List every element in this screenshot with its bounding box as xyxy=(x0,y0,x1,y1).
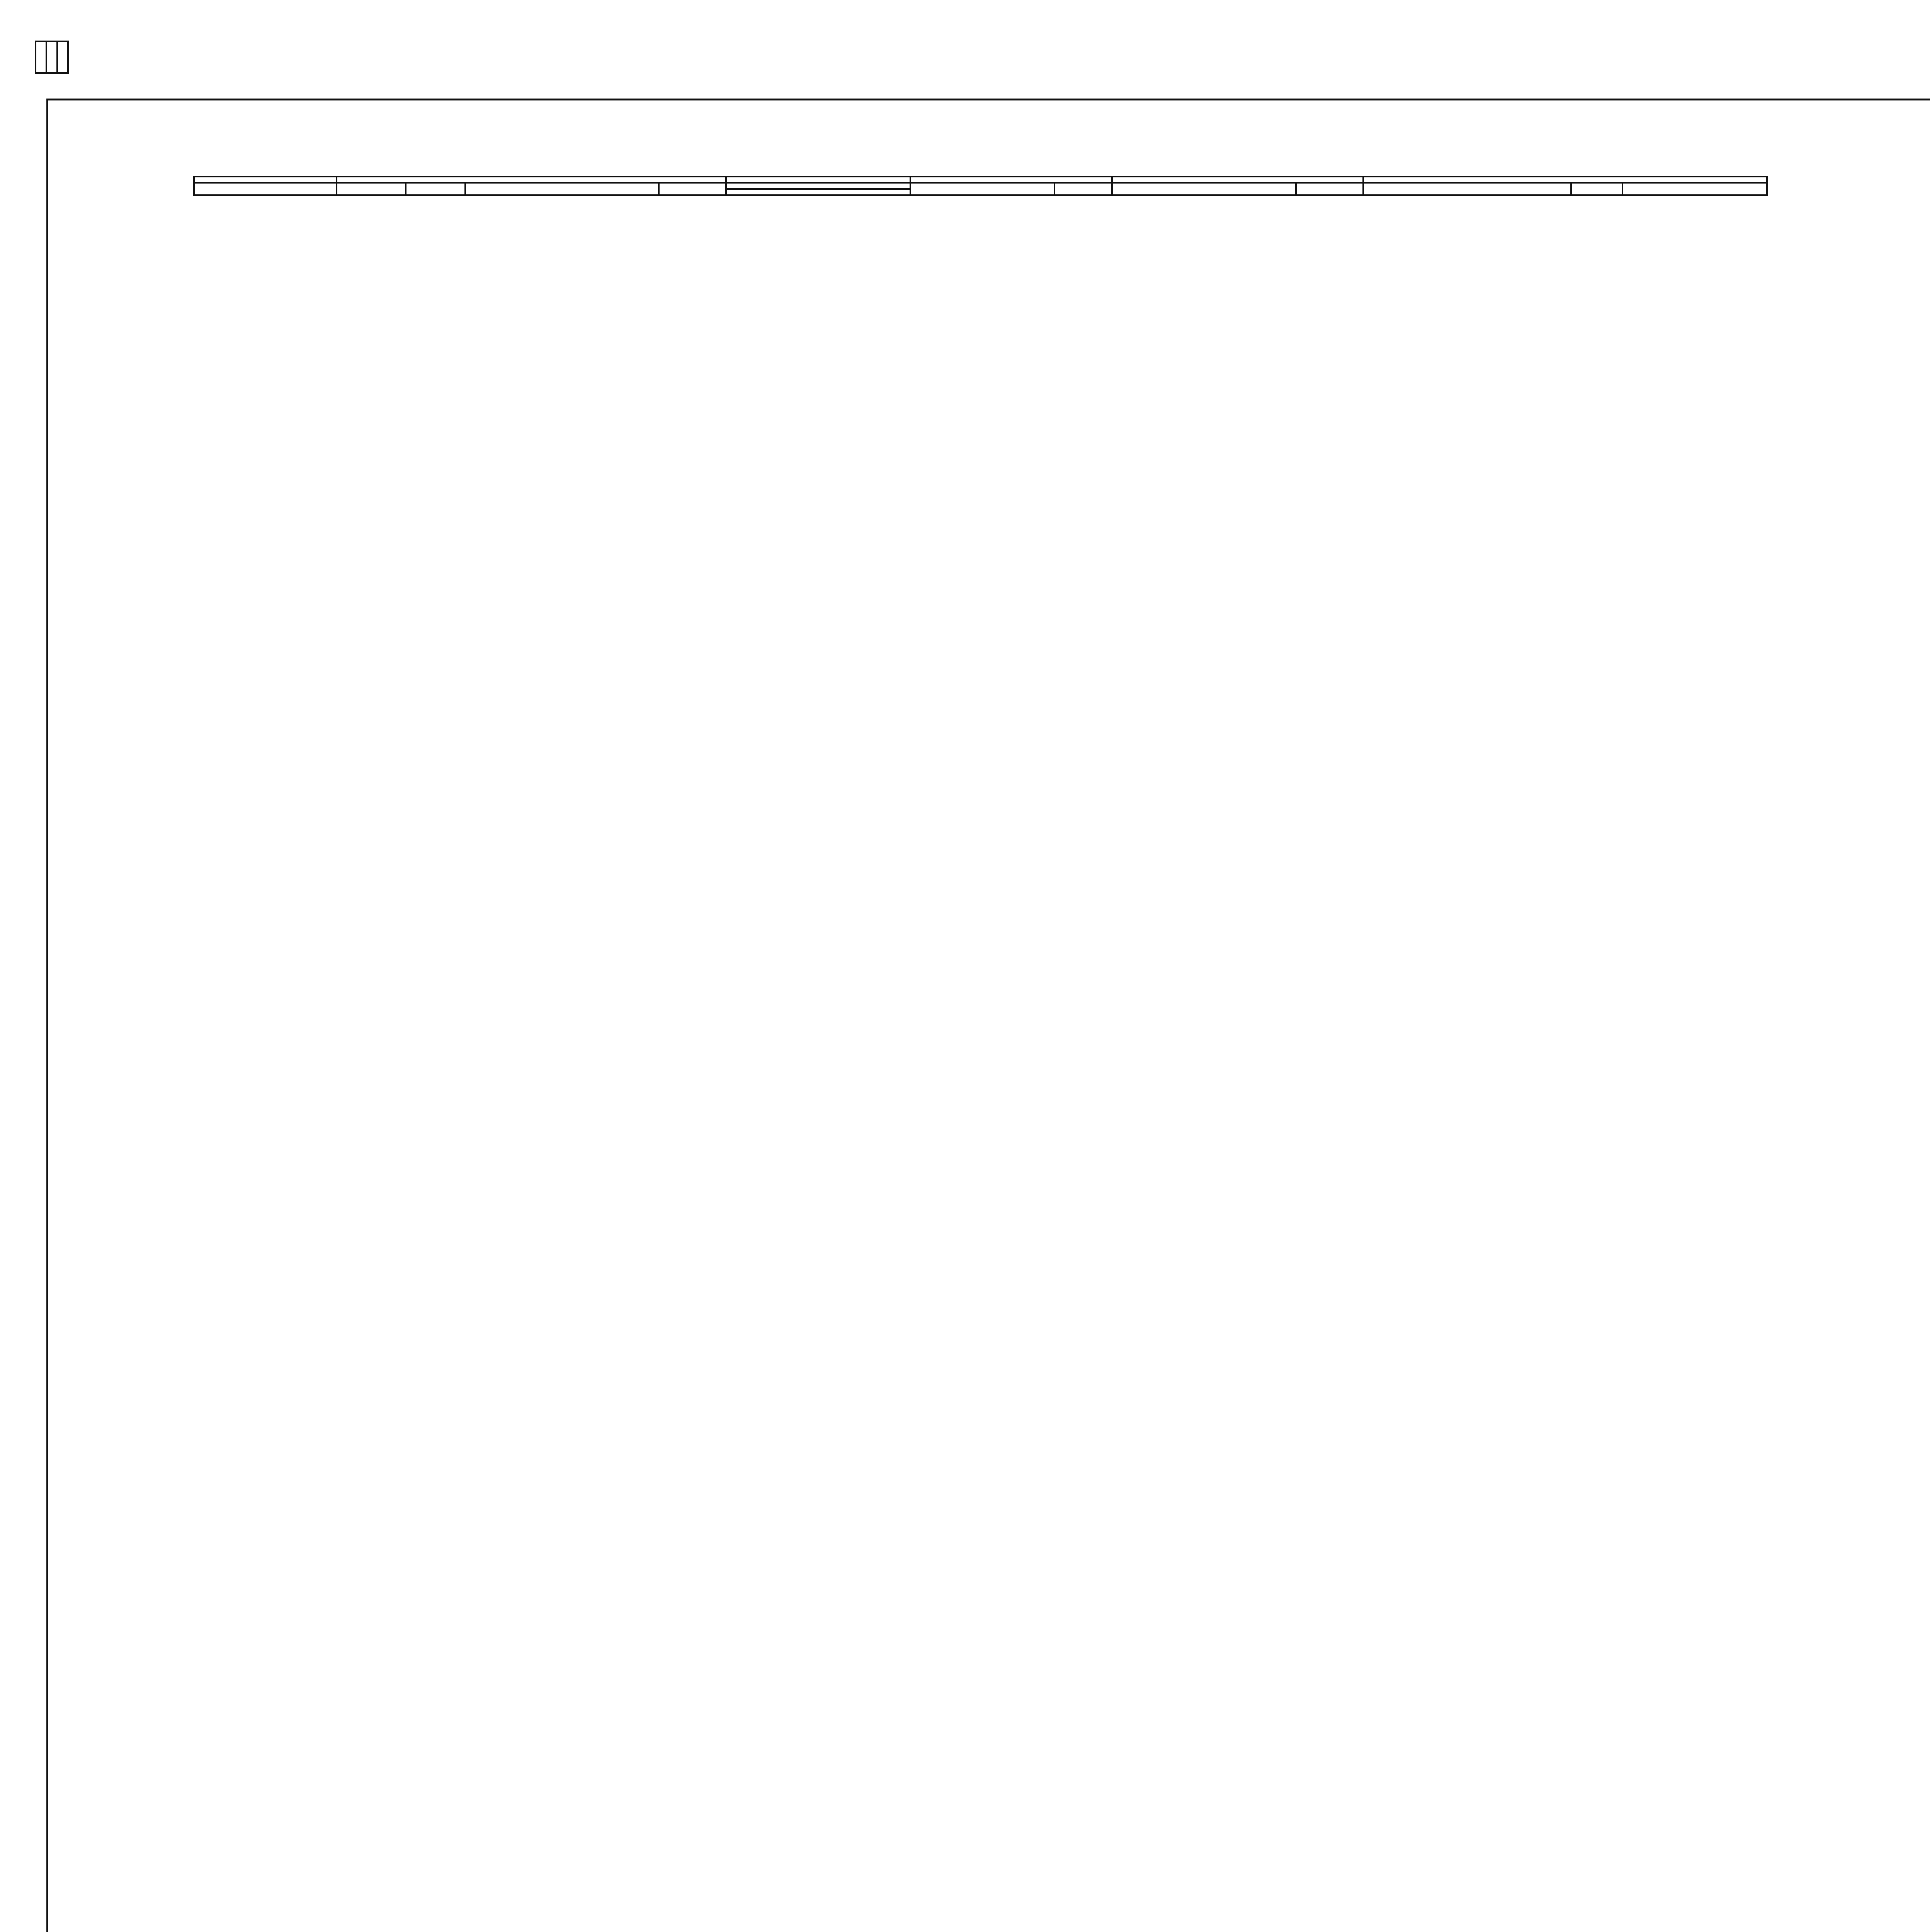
inv-box xyxy=(36,42,47,72)
table-2shr xyxy=(193,176,1768,196)
col-length-2 xyxy=(1054,183,1112,195)
replace-box xyxy=(58,42,67,72)
group-switch xyxy=(1363,177,1767,183)
archive-stamp xyxy=(35,41,69,74)
col-power xyxy=(406,183,465,195)
col-button-type xyxy=(910,183,1055,195)
col-wire-2 xyxy=(1112,183,1296,195)
col-length xyxy=(659,183,726,195)
col-switch-type xyxy=(1363,183,1571,195)
drawing-frame xyxy=(46,99,1930,1932)
group-distribution-2 xyxy=(1112,177,1363,183)
col-apparatus-type xyxy=(726,183,910,189)
signature-box xyxy=(47,42,58,72)
group-linear xyxy=(194,177,337,183)
col-current xyxy=(337,183,406,195)
group-distribution xyxy=(337,177,726,183)
col-relay-type xyxy=(726,189,910,195)
col-wire xyxy=(465,183,659,195)
col-consumer xyxy=(1622,183,1767,195)
group-button xyxy=(910,177,1112,183)
col-length-4 xyxy=(1571,183,1622,195)
col-length-3 xyxy=(1296,183,1363,195)
group-starter xyxy=(726,177,910,183)
col-automat xyxy=(194,183,337,195)
